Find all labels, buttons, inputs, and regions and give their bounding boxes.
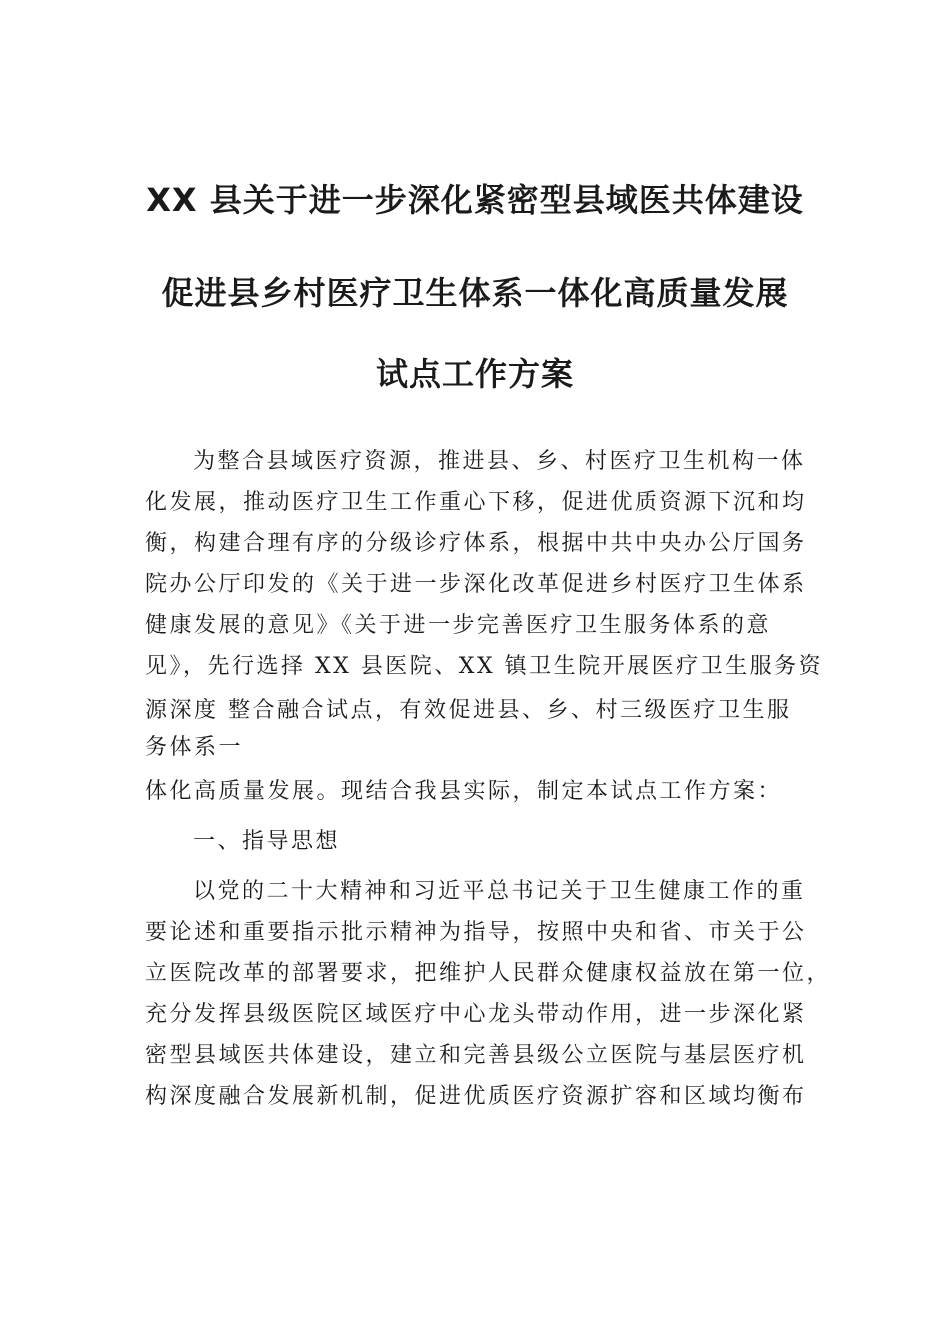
section-paragraph-line: 构深度融合发展新机制，促进优质医疗资源扩容和区域均衡布 — [145, 1084, 807, 1109]
intro-paragraph-line: 源深度 整合融合试点，有效促进县、乡、村三级医疗卫生服 — [145, 698, 792, 723]
section-paragraph-line: 密型县域医共体建设，建立和完善县级公立医院与基层医疗机 — [145, 1043, 807, 1068]
intro-paragraph-line: 化发展，推动医疗卫生工作重心下移，促进优质资源下沉和均 — [145, 490, 807, 515]
intro-paragraph-line: 健康发展的意见》《关于进一步完善医疗卫生服务体系的意 — [145, 613, 772, 638]
section-paragraph-line: 充分发挥县级医院区域医疗中心龙头带动作用，进一步深化紧 — [145, 1002, 807, 1027]
document-title-line-2: 促进县乡村医疗卫生体系一体化高质量发展 — [161, 274, 789, 312]
document-title-line-1: XX 县关于进一步深化紧密型县域医共体建设 — [146, 181, 804, 219]
intro-paragraph-line: 务体系一 — [145, 735, 244, 760]
intro-paragraph-line: 院办公厅印发的《关于进一步深化改革促进乡村医疗卫生体系 — [145, 572, 807, 597]
document-title-line-3: 试点工作方案 — [375, 355, 574, 393]
section-paragraph-line: 要论述和重要指示批示精神为指导，按照中央和省、市关于公 — [145, 920, 807, 945]
intro-paragraph-line: 见》，先行选择 XX 县医院、XX 镇卫生院开展医疗卫生服务资 — [145, 654, 824, 679]
intro-paragraph-line: 衡，构建合理有序的分级诊疗体系，根据中共中央办公厅国务 — [145, 531, 807, 556]
intro-paragraph-line: 为整合县域医疗资源，推进县、乡、村医疗卫生机构一体 — [193, 449, 806, 474]
section-paragraph-line: 立医院改革的部署要求，把维护人民群众健康权益放在第一位， — [145, 961, 832, 986]
section-paragraph-line: 以党的二十大精神和习近平总书记关于卫生健康工作的重 — [193, 879, 806, 904]
intro-paragraph-line: 体化高质量发展。现结合我县实际，制定本试点工作方案： — [145, 779, 783, 804]
section-heading: 一、指导思想 — [193, 829, 341, 854]
